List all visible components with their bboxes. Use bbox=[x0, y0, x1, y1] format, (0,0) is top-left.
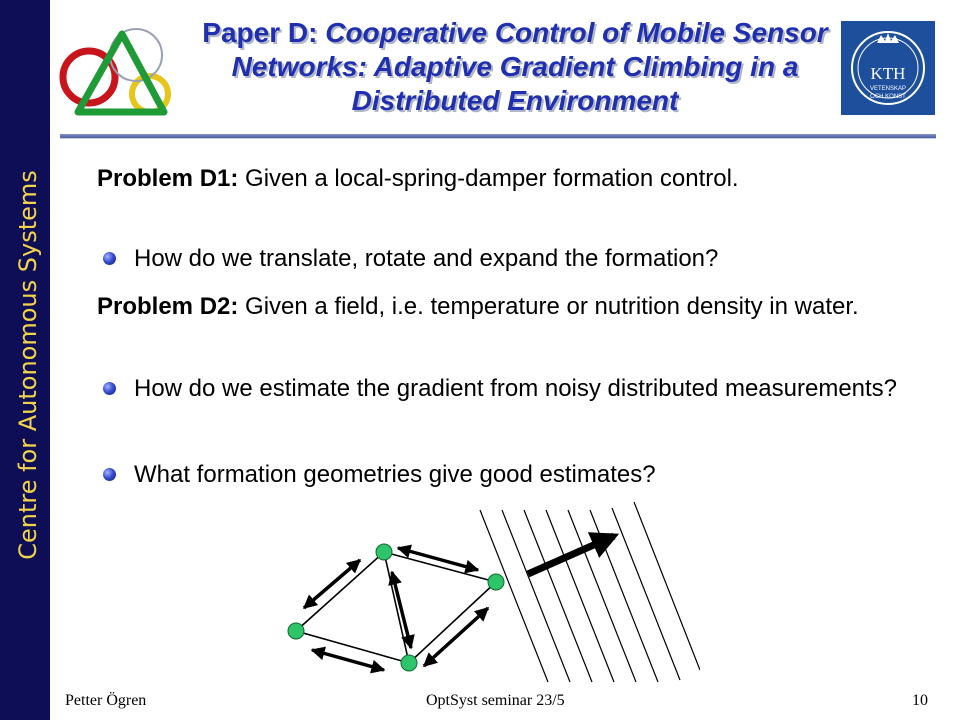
sidebar-title: Centre for Autonomous Systems bbox=[14, 170, 42, 560]
spring-arrows bbox=[304, 548, 488, 670]
field-isolines bbox=[480, 502, 700, 682]
bullet-text-1: How do we translate, rotate and expand the formation? bbox=[134, 245, 719, 272]
page-number: 10 bbox=[912, 692, 928, 709]
problem-d2-text: Given a field, i.e. temperature or nutrition density in water. bbox=[245, 293, 859, 320]
kth-motto-2: OCH KONST bbox=[870, 94, 906, 100]
formation-diagram bbox=[280, 500, 700, 690]
problem-d2 bbox=[97, 291, 960, 323]
bullet-item-1 bbox=[98, 243, 960, 275]
problem-d1-text: Given a local-spring-damper formation control. bbox=[245, 165, 739, 192]
footer-author: Petter Ögren bbox=[65, 692, 147, 709]
kth-motto-1: VETENSKAP bbox=[869, 86, 907, 92]
kth-logo bbox=[841, 21, 935, 115]
slide-title bbox=[190, 16, 840, 118]
bullet-text-3: What formation geometries give good estimates? bbox=[134, 461, 656, 488]
kth-wordmark: KTH bbox=[870, 64, 906, 83]
bullet-item-2 bbox=[98, 373, 960, 405]
sensor-node bbox=[376, 544, 392, 560]
sidebar-band bbox=[0, 0, 50, 720]
problem-d2-label: Problem D2: bbox=[97, 293, 239, 320]
gradient-arrow bbox=[528, 536, 614, 574]
bullet-icon bbox=[103, 468, 116, 481]
title-divider bbox=[60, 134, 936, 139]
cas-logo bbox=[56, 20, 186, 130]
bullet-icon bbox=[103, 252, 116, 265]
title-label: Paper D: bbox=[202, 17, 318, 48]
bullet-icon bbox=[103, 382, 116, 395]
sensor-node bbox=[288, 623, 304, 639]
problem-d1 bbox=[97, 163, 960, 195]
formation-edges bbox=[296, 552, 496, 663]
footer-event: OptSyst seminar 23/5 bbox=[426, 692, 565, 709]
problem-d1-label: Problem D1: bbox=[97, 165, 239, 192]
sensor-node bbox=[488, 574, 504, 590]
bullet-item-3 bbox=[98, 459, 960, 491]
bullet-text-2: How do we estimate the gradient from noisy distributed measurements? bbox=[134, 375, 898, 402]
title-text: Cooperative Control of Mobile Sensor Networks: Adaptive Gradient Climbing in a Distributed Environment bbox=[231, 17, 828, 116]
sensor-node bbox=[401, 655, 417, 671]
